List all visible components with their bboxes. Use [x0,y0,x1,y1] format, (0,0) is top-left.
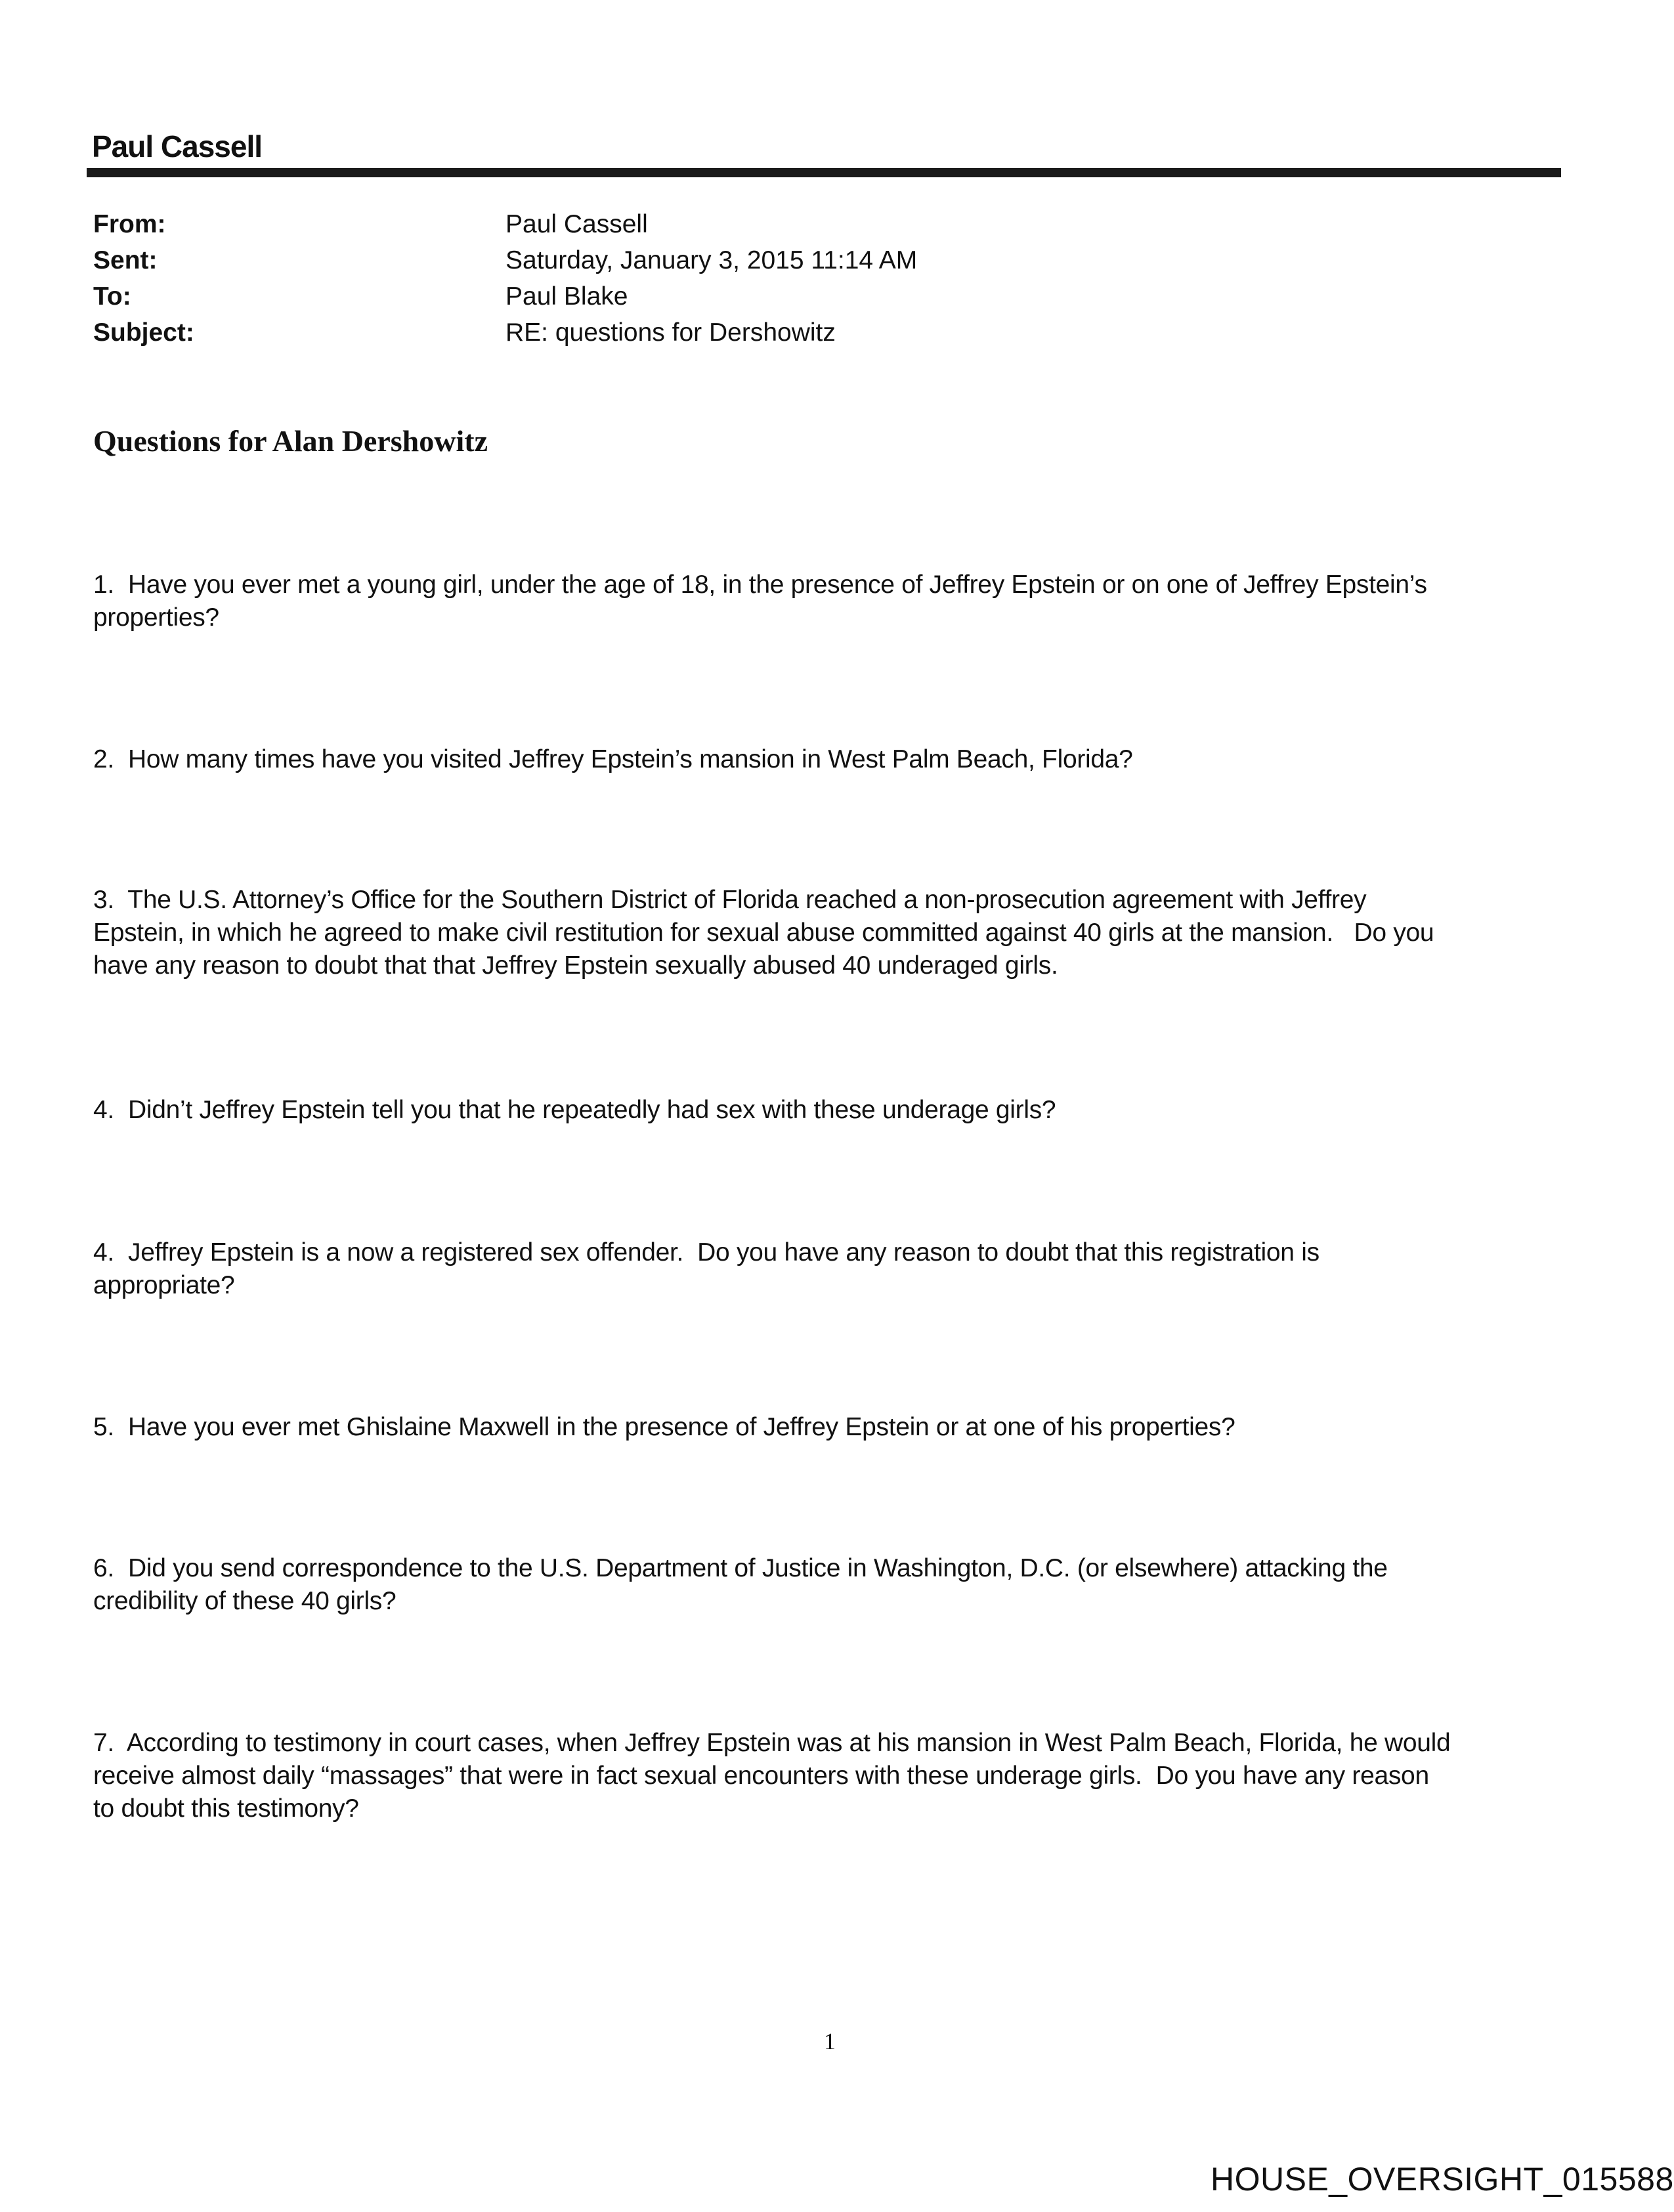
question-4 [93,1094,1056,1127]
section-heading: Questions for Alan Dershowitz [93,424,488,458]
question-line: 6. Did you send correspondence to the U.S. Department of Justice in Washington, D.C. (or elsewhere) attacking the [93,1554,1388,1582]
question-line: properties? [93,603,219,632]
document-title: Paul Cassell [92,129,263,163]
question-1 [93,569,1427,634]
question-line: have any reason to doubt that that Jeffrey Epstein sexually abused 40 underaged girls. [93,951,1058,980]
subject-label: Subject: [93,318,194,347]
sent-label: Sent: [93,246,158,274]
question-line: to doubt this testimony? [93,1794,359,1823]
question-3 [93,884,1434,982]
question-line: 3. The U.S. Attorney’s Office for the Southern District of Florida reached a non-prosecution agreement with Jeffrey [93,886,1367,914]
title-divider [87,168,1561,177]
bates-number: HOUSE_OVERSIGHT_015588 [1211,2161,1674,2198]
question-5 [93,1411,1235,1444]
question-line: appropriate? [93,1271,235,1299]
sent-value: Saturday, January 3, 2015 11:14 AM [505,246,918,274]
question-line: 2. How many times have you visited Jeffrey Epstein’s mansion in West Palm Beach, Florida? [93,745,1133,773]
to-label: To: [93,282,131,311]
question-2 [93,743,1133,776]
question-line: receive almost daily “massages” that were in fact sexual encounters with these underage girls. Do you have any reason [93,1762,1429,1790]
from-value: Paul Cassell [505,210,648,238]
question-4b [93,1236,1320,1302]
page-number: 1 [824,2028,836,2054]
question-6 [93,1552,1388,1618]
question-line: Epstein, in which he agreed to make civil restitution for sexual abuse committed against 40 girls at the mansion. Do you [93,919,1434,947]
question-line: 1. Have you ever met a young girl, under the age of 18, in the presence of Jeffrey Epstein or on one of Jeffrey Epstein’s [93,571,1427,599]
to-value: Paul Blake [505,282,628,311]
subject-value: RE: questions for Dershowitz [505,318,836,347]
from-label: From: [93,210,166,238]
question-line: credibility of these 40 girls? [93,1587,397,1615]
question-line: 4. Jeffrey Epstein is a now a registered sex offender. Do you have any reason to doubt that this registration is [93,1238,1320,1267]
question-line: 5. Have you ever met Ghislaine Maxwell in the presence of Jeffrey Epstein or at one of his properties? [93,1413,1235,1441]
question-line: 7. According to testimony in court cases, when Jeffrey Epstein was at his mansion in West Palm Beach, Florida, he would [93,1729,1451,1757]
question-line: 4. Didn’t Jeffrey Epstein tell you that he repeatedly had sex with these underage girls? [93,1096,1056,1124]
question-7 [93,1727,1450,1825]
